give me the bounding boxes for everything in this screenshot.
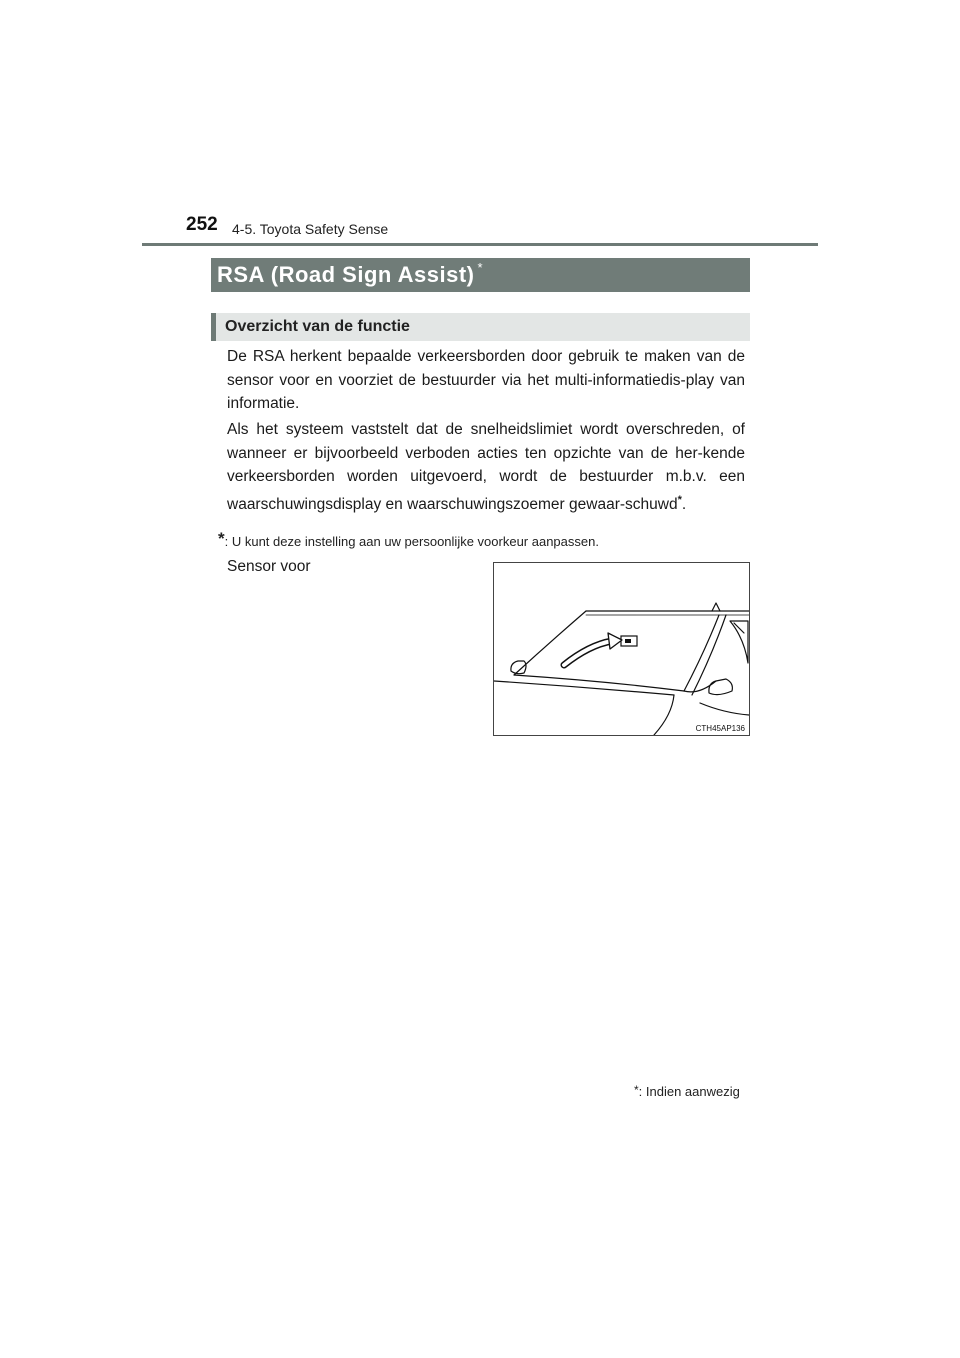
figure-code: CTH45AP136	[695, 724, 745, 733]
sensor-icon	[621, 636, 637, 646]
hood-line	[494, 681, 674, 695]
body-paragraph-2	[227, 418, 745, 516]
a-pillar-right	[684, 615, 719, 691]
section-header	[211, 258, 750, 292]
subsection-title: Overzicht van de functie	[225, 318, 410, 335]
availability-note	[634, 1084, 740, 1099]
body-paragraph-1: De RSA herkent bepaalde verkeersborden door gebruik te maken van de sensor voor en voorziet de bestuurder via het multi-informatiedis-play van informatie.	[227, 348, 745, 412]
footnote-mark: *	[218, 529, 225, 548]
page-number: 252	[186, 214, 218, 235]
left-mirror	[511, 661, 526, 674]
roof-antenna	[712, 603, 720, 611]
body-paragraph-2-mark: *	[677, 493, 682, 506]
availability-note-text: : Indien aanwezig	[638, 1084, 740, 1099]
footnote-text: : U kunt deze instelling aan uw persoonlijke voorkeur aanpassen.	[224, 534, 599, 549]
sensor-figure	[493, 562, 750, 736]
availability-note-mark: *	[634, 1083, 639, 1097]
header-rule	[142, 243, 818, 246]
section-title: RSA (Road Sign Assist)	[217, 262, 475, 287]
chapter-title: 4-5. Toyota Safety Sense	[232, 221, 389, 237]
windshield-sensor-illustration	[494, 563, 749, 735]
pointer-arrow	[564, 633, 622, 665]
footnote	[218, 531, 599, 551]
windshield-left-edge	[514, 611, 586, 675]
sensor-label: Sensor voor	[227, 558, 311, 575]
right-mirror	[709, 679, 733, 695]
body-paragraph-2-text: Als het systeem vaststelt dat de snelheidslimiet wordt overschreden, of wanneer er bijvoorbeeld verboden acties ten opzichte van de her-kende verkeersborden worden uitgevoerd, wordt de bestuurder m.b.v. een waarschuwingsdisplay en waarschuwingszoemer gewaar-schuwd	[227, 421, 745, 513]
section-title-mark: *	[477, 259, 483, 275]
subsection-header	[211, 313, 750, 341]
body-paragraph-2-end: .	[681, 495, 687, 513]
